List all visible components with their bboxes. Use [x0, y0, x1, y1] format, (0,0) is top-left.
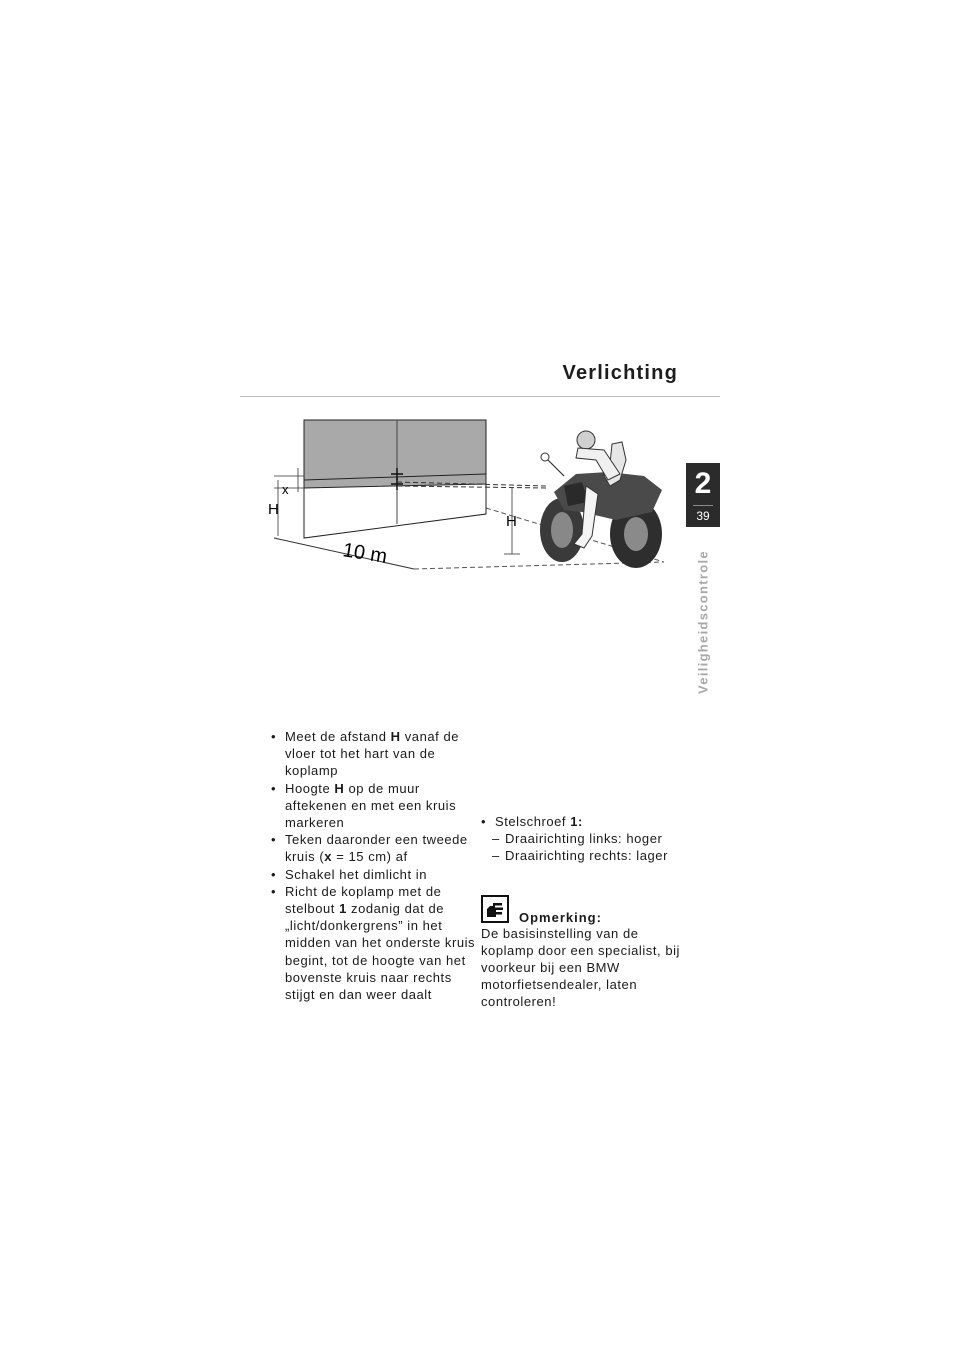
motorcycle-rider-icon — [540, 431, 662, 568]
list-item — [271, 780, 481, 832]
label-distance: 10 m — [341, 539, 389, 568]
section-label: Veiligheidscontrole — [695, 550, 711, 694]
sub-item: – Draairichting links: hoger — [481, 830, 691, 847]
note-header — [481, 895, 691, 925]
page-title: Verlichting — [562, 362, 678, 384]
list-item — [271, 866, 481, 883]
item-text: Teken daaronder een tweede kruis ( — [285, 832, 468, 865]
item-text: Hoogte — [285, 780, 335, 796]
header-rule — [240, 396, 720, 397]
adjustment-section — [481, 813, 691, 1011]
item-text: Stelschroef — [495, 814, 571, 829]
note-title: Opmerking: — [519, 909, 602, 925]
note-hand-icon — [481, 895, 509, 923]
item-bold: H — [334, 780, 345, 796]
item-text: = 15 cm) af — [332, 849, 408, 865]
page-number: 39 — [696, 509, 710, 523]
item-text: Meet de afstand — [285, 729, 391, 744]
label-h-left: H — [268, 501, 279, 518]
item-text: op de muur aftekenen en met een kruis markeren — [285, 780, 457, 831]
item-bold: H — [390, 729, 401, 744]
item-text: Schakel het dimlicht in — [285, 866, 427, 882]
headlight-adjustment-figure — [264, 416, 668, 574]
item-text: Richt de koplamp met de stelbout — [285, 883, 442, 917]
item-text: vanaf de vloer tot het hart van de koplamp — [285, 729, 460, 779]
item-bold: x — [324, 849, 333, 865]
item-text: zodanig dat de „licht/donkergrens” in het midden van het onderste kruis begint, tot de hoogte van het bovenste kruis naar rechts stijgt en dan weer daalt — [285, 901, 476, 1003]
chapter-tab — [686, 463, 720, 527]
label-h-right: H — [506, 513, 517, 530]
item-bold: 1: — [570, 814, 583, 829]
list-item — [271, 728, 481, 780]
instructions-list — [271, 728, 481, 1003]
list-item — [481, 813, 691, 830]
label-x: x — [282, 482, 289, 497]
chapter-divider — [693, 505, 713, 506]
item-bold: 1 — [339, 901, 347, 917]
list-item — [271, 883, 481, 1003]
chapter-number: 2 — [694, 467, 712, 500]
list-item — [271, 831, 481, 865]
sub-item: – Draairichting rechts: lager — [481, 847, 691, 864]
wall-shaded-area — [304, 420, 486, 488]
note-body: De basisinstelling van de koplamp door een specialist, bij voorkeur bij een BMW motorfietsendealer, laten controleren! — [481, 925, 680, 1010]
